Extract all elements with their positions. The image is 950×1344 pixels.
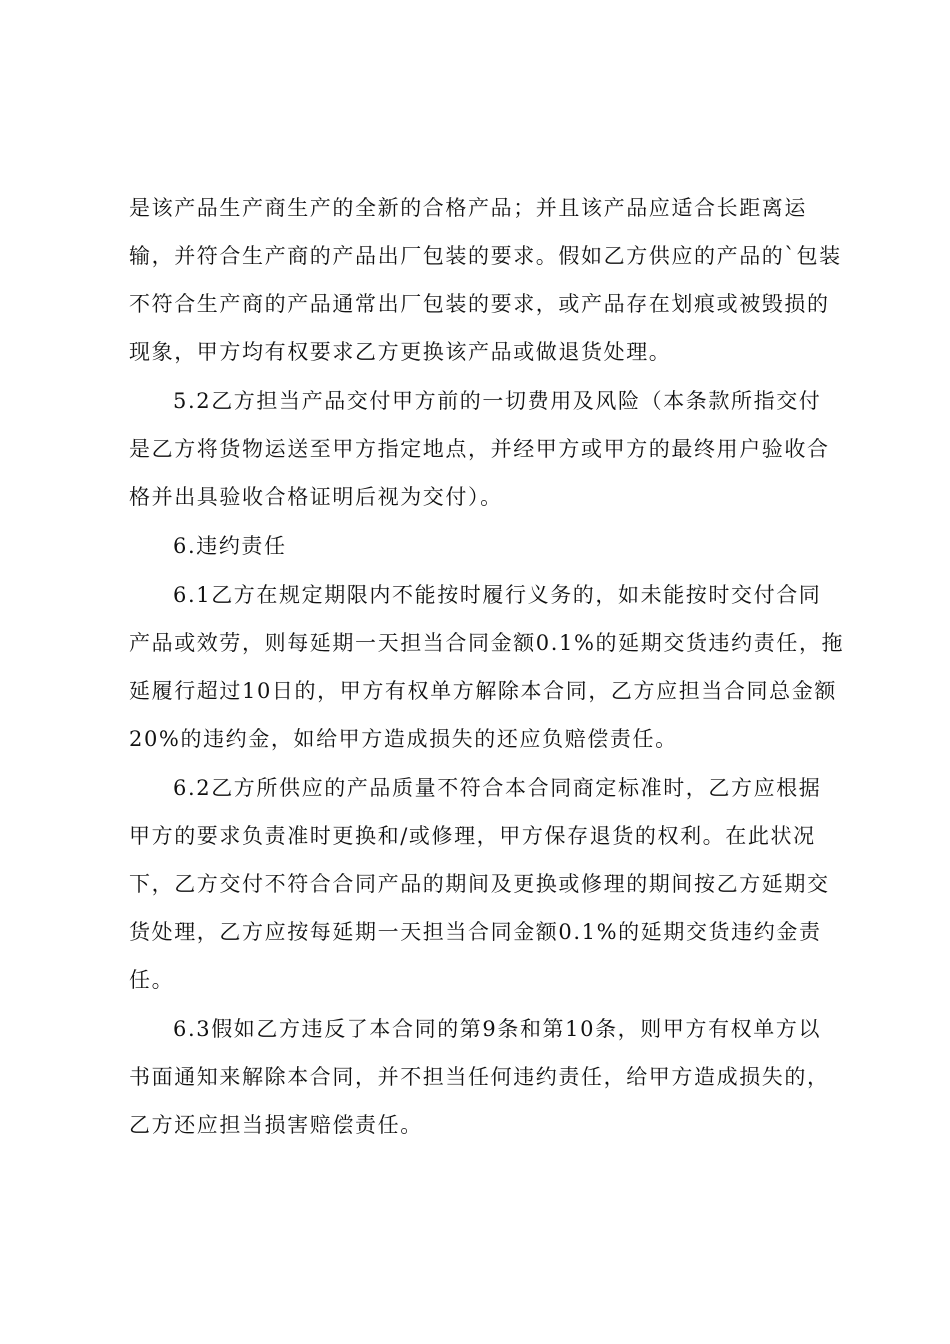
paragraph-6-1 bbox=[129, 571, 845, 763]
text-line: 不符合生产商的产品通常出厂包装的要求，或产品存在划痕或被毁损的 bbox=[129, 292, 830, 316]
text-line: 格并出具验收合格证明后视为交付）。 bbox=[129, 485, 503, 509]
text-line: 是乙方将货物运送至甲方指定地点，并经甲方或甲方的最终用户验收合 bbox=[129, 437, 830, 461]
text-line: 输，并符合生产商的产品出厂包装的要求。假如乙方供应的产品的`包装 bbox=[129, 244, 842, 268]
text-line: 货处理，乙方应按每延期一天担当合同金额0.1%的延期交货违约金责 bbox=[129, 920, 822, 944]
text-line: 书面通知来解除本合同，并不担当任何违约责任，给甲方造成损失的， bbox=[129, 1065, 830, 1089]
paragraph-5-2 bbox=[129, 377, 834, 521]
paragraph-5-1-continued bbox=[129, 184, 842, 376]
paragraph-6-2 bbox=[129, 764, 834, 1004]
text-line: 乙方还应担当损害赔偿责任。 bbox=[129, 1113, 423, 1137]
text-line: 甲方的要求负责准时更换和/或修理，甲方保存退货的权利。在此状况 bbox=[129, 824, 816, 848]
document-body bbox=[129, 184, 845, 1150]
paragraph-6-3 bbox=[129, 1005, 834, 1149]
text-line: 延履行超过10日的，甲方有权单方解除本合同，乙方应担当合同总金额 bbox=[129, 679, 837, 703]
text-line: 下，乙方交付不符合合同产品的期间及更换或修理的期间按乙方延期交 bbox=[129, 872, 830, 896]
text-line: 现象，甲方均有权要求乙方更换该产品或做退货处理。 bbox=[129, 340, 672, 364]
section-heading-6 bbox=[129, 522, 834, 570]
section-heading: 6.违约责任 bbox=[173, 534, 287, 558]
text-line: 5.2乙方担当产品交付甲方前的一切费用及风险（本条款所指交付 bbox=[173, 389, 822, 413]
text-line: 是该产品生产商生产的全新的合格产品；并且该产品应适合长距离运 bbox=[129, 196, 807, 220]
text-line: 20%的违约金，如给甲方造成损失的还应负赔偿责任。 bbox=[129, 727, 678, 751]
text-line: 6.2乙方所供应的产品质量不符合本合同商定标准时，乙方应根据 bbox=[173, 776, 822, 800]
text-line: 6.3假如乙方违反了本合同的第9条和第10条，则甲方有权单方以 bbox=[173, 1017, 822, 1041]
text-line: 产品或效劳，则每延期一天担当合同金额0.1%的延期交货违约责任，拖 bbox=[129, 631, 845, 655]
text-line: 任。 bbox=[129, 968, 175, 992]
text-line: 6.1乙方在规定期限内不能按时履行义务的，如未能按时交付合同 bbox=[173, 583, 822, 607]
